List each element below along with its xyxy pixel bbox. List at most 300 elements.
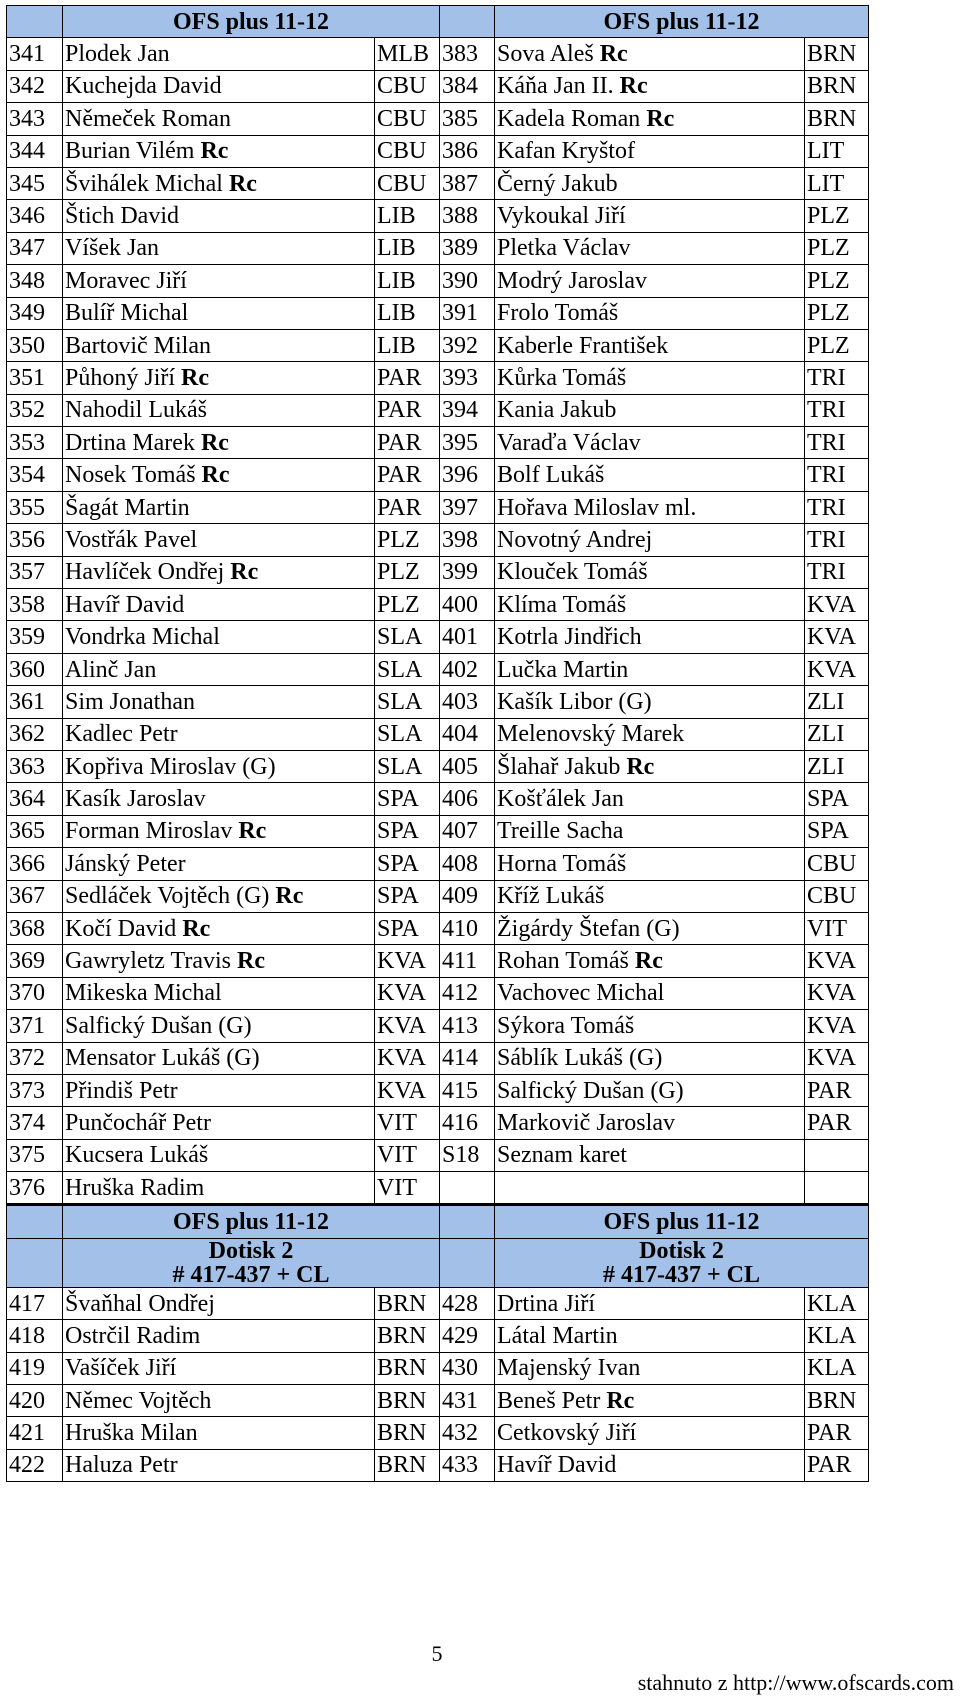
header-blank-cell xyxy=(440,6,495,38)
table-row xyxy=(7,1385,869,1417)
team-right: BRN xyxy=(805,70,869,102)
team-left: SPA xyxy=(375,783,440,815)
card-number-right: 408 xyxy=(440,848,495,880)
player-name-left: Bartovič Milan xyxy=(65,332,211,359)
table-row xyxy=(7,394,869,426)
player-name-left: Kuchejda David xyxy=(65,73,222,100)
player-right xyxy=(495,200,805,232)
player-name-left: Němeček Roman xyxy=(65,105,231,132)
player-name-left: Punčochář Petr xyxy=(65,1109,211,1136)
card-number-left: 357 xyxy=(7,556,63,588)
card-number-left: 372 xyxy=(7,1042,63,1074)
player-right xyxy=(495,297,805,329)
player-name-right: Kaberle František xyxy=(497,332,669,359)
team-left: KVA xyxy=(375,1042,440,1074)
player-right xyxy=(495,1074,805,1106)
card-number-right: 404 xyxy=(440,718,495,750)
card-number-left: 352 xyxy=(7,394,63,426)
table-row xyxy=(7,265,869,297)
player-name-right: Košťálek Jan xyxy=(497,786,624,813)
player-right xyxy=(495,1287,805,1319)
card-number-right xyxy=(440,1172,495,1205)
card-number-right: 412 xyxy=(440,977,495,1009)
player-name-left: Kočí David xyxy=(65,915,177,942)
rookie-badge-right: Rc xyxy=(646,105,675,132)
player-name-left: Plodek Jan xyxy=(65,41,170,68)
player-name-left: Kadlec Petr xyxy=(65,721,178,748)
card-number-right: 411 xyxy=(440,945,495,977)
player-name-right: Vykoukal Jiří xyxy=(497,203,626,230)
card-number-right: 403 xyxy=(440,686,495,718)
player-left xyxy=(63,1139,375,1171)
rookie-badge-right: Rc xyxy=(626,753,655,780)
team-left: SLA xyxy=(375,718,440,750)
table-row xyxy=(7,232,869,264)
checklist-section-1 xyxy=(7,6,869,1205)
rookie-badge-left: Rc xyxy=(228,170,257,197)
table-row xyxy=(7,556,869,588)
player-name-left: Mikeska Michal xyxy=(65,980,222,1007)
checklist-section-2 xyxy=(7,1205,869,1482)
card-number-left: 421 xyxy=(7,1417,63,1449)
player-left xyxy=(63,718,375,750)
team-left: BRN xyxy=(375,1385,440,1417)
table-row xyxy=(7,491,869,523)
player-left xyxy=(63,1172,375,1205)
left-subheader-title: Dotisk 2 xyxy=(208,1238,294,1264)
team-right: PLZ xyxy=(805,200,869,232)
table-row xyxy=(7,297,869,329)
team-left: PAR xyxy=(375,362,440,394)
team-right: TRI xyxy=(805,491,869,523)
player-name-right: Drtina Jiří xyxy=(497,1290,595,1317)
team-right: TRI xyxy=(805,362,869,394)
team-left: LIB xyxy=(375,297,440,329)
player-name-left: Kopřiva Miroslav (G) xyxy=(65,753,276,780)
team-left: PLZ xyxy=(375,524,440,556)
card-number-left: 346 xyxy=(7,200,63,232)
team-right: PAR xyxy=(805,1417,869,1449)
rookie-badge-left: Rc xyxy=(181,364,209,391)
team-right: KVA xyxy=(805,977,869,1009)
team-right: KLA xyxy=(805,1352,869,1384)
player-right xyxy=(495,977,805,1009)
card-number-left: 367 xyxy=(7,880,63,912)
player-name-right: Modrý Jaroslav xyxy=(497,267,647,294)
player-left xyxy=(63,1417,375,1449)
card-number-right: 413 xyxy=(440,1010,495,1042)
player-name-left: Švihálek Michal xyxy=(65,170,223,197)
player-left xyxy=(63,232,375,264)
card-number-left: 348 xyxy=(7,265,63,297)
card-number-left: 343 xyxy=(7,103,63,135)
table-row xyxy=(7,1449,869,1481)
player-left xyxy=(63,815,375,847)
player-left xyxy=(63,912,375,944)
table-row xyxy=(7,103,869,135)
player-right xyxy=(495,103,805,135)
team-left: KVA xyxy=(375,1010,440,1042)
player-name-right: Majenský Ivan xyxy=(497,1355,641,1382)
card-number-left: 351 xyxy=(7,362,63,394)
player-left xyxy=(63,38,375,70)
player-right xyxy=(495,1010,805,1042)
player-name-right: Salfický Dušan (G) xyxy=(497,1077,684,1104)
team-left: PLZ xyxy=(375,589,440,621)
player-right xyxy=(495,653,805,685)
team-right: CBU xyxy=(805,880,869,912)
team-right: SPA xyxy=(805,783,869,815)
player-right xyxy=(495,1139,805,1171)
team-left: LIB xyxy=(375,329,440,361)
card-number-left: 349 xyxy=(7,297,63,329)
table-row xyxy=(7,427,869,459)
player-name-right: Novotný Andrej xyxy=(497,526,653,553)
team-left: SLA xyxy=(375,750,440,782)
card-number-right: 409 xyxy=(440,880,495,912)
player-right xyxy=(495,1417,805,1449)
card-number-right: 388 xyxy=(440,200,495,232)
rookie-badge-left: Rc xyxy=(230,559,259,586)
player-left xyxy=(63,1287,375,1319)
player-right xyxy=(495,912,805,944)
team-left: SLA xyxy=(375,621,440,653)
card-number-right: 389 xyxy=(440,232,495,264)
team-right: TRI xyxy=(805,524,869,556)
player-left xyxy=(63,686,375,718)
rookie-badge-left: Rc xyxy=(238,818,267,845)
table-row xyxy=(7,1287,869,1319)
player-right xyxy=(495,459,805,491)
card-number-left: 364 xyxy=(7,783,63,815)
player-name-left: Bulíř Michal xyxy=(65,300,189,327)
team-right: KVA xyxy=(805,945,869,977)
player-name-right: Seznam karet xyxy=(497,1142,627,1169)
player-name-right: Kašík Libor (G) xyxy=(497,688,652,715)
table-row xyxy=(7,135,869,167)
card-number-left: 368 xyxy=(7,912,63,944)
player-left xyxy=(63,556,375,588)
player-left xyxy=(63,621,375,653)
player-left xyxy=(63,200,375,232)
player-name-right: Šlahař Jakub xyxy=(497,753,621,780)
team-left: CBU xyxy=(375,167,440,199)
card-number-right: 402 xyxy=(440,653,495,685)
player-name-left: Haluza Petr xyxy=(65,1452,178,1479)
player-name-left: Vostřák Pavel xyxy=(65,526,198,553)
player-left xyxy=(63,103,375,135)
player-name-right: Látal Martin xyxy=(497,1322,618,1349)
player-right xyxy=(495,718,805,750)
player-name-right: Černý Jakub xyxy=(497,170,618,197)
player-left xyxy=(63,1074,375,1106)
team-right: ZLI xyxy=(805,718,869,750)
header-blank-cell xyxy=(440,1238,495,1287)
player-name-left: Havíř David xyxy=(65,591,185,618)
card-number-right: 390 xyxy=(440,265,495,297)
team-right: SPA xyxy=(805,815,869,847)
table-row xyxy=(7,1172,869,1205)
player-left xyxy=(63,459,375,491)
card-number-right: 407 xyxy=(440,815,495,847)
table-row xyxy=(7,1042,869,1074)
left-subheader xyxy=(63,1238,440,1287)
rookie-badge-right: Rc xyxy=(606,1387,635,1414)
team-left: SLA xyxy=(375,653,440,685)
card-number-right: 430 xyxy=(440,1352,495,1384)
card-number-right: 397 xyxy=(440,491,495,523)
team-right xyxy=(805,1172,869,1205)
team-left: PAR xyxy=(375,491,440,523)
player-name-left: Sedláček Vojtěch (G) xyxy=(65,883,270,910)
player-name-left: Jánský Peter xyxy=(65,850,186,877)
team-right: BRN xyxy=(805,103,869,135)
rookie-badge-left: Rc xyxy=(200,429,229,456)
player-left xyxy=(63,491,375,523)
player-name-right: Kůrka Tomáš xyxy=(497,364,627,391)
player-right xyxy=(495,427,805,459)
card-number-left: 366 xyxy=(7,848,63,880)
player-right xyxy=(495,750,805,782)
team-left: LIB xyxy=(375,265,440,297)
player-right xyxy=(495,38,805,70)
card-number-left: 361 xyxy=(7,686,63,718)
team-right: ZLI xyxy=(805,686,869,718)
team-left: SPA xyxy=(375,848,440,880)
player-right xyxy=(495,265,805,297)
team-right: KVA xyxy=(805,1042,869,1074)
right-subheader-range: # 417-437 + CL xyxy=(603,1261,761,1288)
team-right: PAR xyxy=(805,1449,869,1481)
card-number-right: 410 xyxy=(440,912,495,944)
table-row xyxy=(7,1107,869,1139)
player-right xyxy=(495,1320,805,1352)
team-right: ZLI xyxy=(805,750,869,782)
team-right: PLZ xyxy=(805,265,869,297)
table-row xyxy=(7,589,869,621)
player-right xyxy=(495,329,805,361)
card-number-left: 360 xyxy=(7,653,63,685)
card-number-left: 344 xyxy=(7,135,63,167)
table-row xyxy=(7,200,869,232)
rookie-badge-right: Rc xyxy=(599,41,628,68)
card-number-left: 376 xyxy=(7,1172,63,1205)
player-name-right: Varaďa Václav xyxy=(497,429,641,456)
card-number-left: 370 xyxy=(7,977,63,1009)
table-row xyxy=(7,686,869,718)
player-right xyxy=(495,686,805,718)
team-right: KLA xyxy=(805,1320,869,1352)
card-number-right: 401 xyxy=(440,621,495,653)
team-left: SPA xyxy=(375,880,440,912)
card-number-right: 395 xyxy=(440,427,495,459)
left-subheader-range: # 417-437 + CL xyxy=(172,1261,330,1288)
player-right xyxy=(495,1107,805,1139)
team-right: TRI xyxy=(805,459,869,491)
team-left: BRN xyxy=(375,1320,440,1352)
rookie-badge-left: Rc xyxy=(182,915,211,942)
player-right xyxy=(495,491,805,523)
player-left xyxy=(63,427,375,459)
player-name-right: Sýkora Tomáš xyxy=(497,1012,635,1039)
player-left xyxy=(63,945,375,977)
team-left: SPA xyxy=(375,815,440,847)
player-left xyxy=(63,848,375,880)
rookie-badge-left: Rc xyxy=(275,883,304,910)
player-left xyxy=(63,1385,375,1417)
card-number-right: 386 xyxy=(440,135,495,167)
team-right: PLZ xyxy=(805,297,869,329)
table-row xyxy=(7,815,869,847)
player-right xyxy=(495,621,805,653)
team-right: TRI xyxy=(805,427,869,459)
player-name-left: Víšek Jan xyxy=(65,235,159,262)
table-row xyxy=(7,1074,869,1106)
table-row xyxy=(7,329,869,361)
player-name-right: Bolf Lukáš xyxy=(497,462,605,489)
card-number-right: 394 xyxy=(440,394,495,426)
player-right xyxy=(495,945,805,977)
team-right: KVA xyxy=(805,653,869,685)
team-left: BRN xyxy=(375,1287,440,1319)
team-left: SPA xyxy=(375,912,440,944)
team-right: PAR xyxy=(805,1107,869,1139)
player-name-left: Štich David xyxy=(65,203,179,230)
card-number-right: 383 xyxy=(440,38,495,70)
player-name-left: Kasík Jaroslav xyxy=(65,786,206,813)
team-left: BRN xyxy=(375,1449,440,1481)
player-right xyxy=(495,556,805,588)
player-left xyxy=(63,1107,375,1139)
player-left xyxy=(63,1352,375,1384)
team-left: BRN xyxy=(375,1352,440,1384)
card-number-left: 358 xyxy=(7,589,63,621)
card-number-right: 432 xyxy=(440,1417,495,1449)
player-right xyxy=(495,524,805,556)
card-number-left: 355 xyxy=(7,491,63,523)
card-number-left: 369 xyxy=(7,945,63,977)
table-row xyxy=(7,524,869,556)
player-right xyxy=(495,232,805,264)
player-name-left: Havlíček Ondřej xyxy=(65,559,225,586)
player-right xyxy=(495,589,805,621)
player-name-right: Lučka Martin xyxy=(497,656,629,683)
player-name-left: Němec Vojtěch xyxy=(65,1387,212,1414)
team-right: PLZ xyxy=(805,232,869,264)
table-row xyxy=(7,783,869,815)
team-right: CBU xyxy=(805,848,869,880)
player-left xyxy=(63,1320,375,1352)
team-left: PAR xyxy=(375,394,440,426)
player-name-right: Vachovec Michal xyxy=(497,980,665,1007)
section-subheader-row xyxy=(7,1238,869,1287)
header-blank-cell xyxy=(440,1205,495,1238)
right-header: OFS plus 11-12 xyxy=(495,1205,869,1238)
player-right xyxy=(495,1352,805,1384)
table-row xyxy=(7,459,869,491)
player-name-right: Havíř David xyxy=(497,1452,617,1479)
player-name-right: Kadela Roman xyxy=(497,105,641,132)
player-right xyxy=(495,394,805,426)
header-blank-cell xyxy=(7,1238,63,1287)
card-number-right: 433 xyxy=(440,1449,495,1481)
card-number-left: 362 xyxy=(7,718,63,750)
card-number-right: 392 xyxy=(440,329,495,361)
player-right xyxy=(495,1449,805,1481)
card-number-left: 359 xyxy=(7,621,63,653)
card-number-right: 428 xyxy=(440,1287,495,1319)
card-number-left: 363 xyxy=(7,750,63,782)
team-left: CBU xyxy=(375,70,440,102)
player-name-right: Beneš Petr xyxy=(497,1387,601,1414)
player-name-left: Moravec Jiří xyxy=(65,267,187,294)
player-right xyxy=(495,1385,805,1417)
player-name-left: Drtina Marek xyxy=(65,429,195,456)
player-name-right: Frolo Tomáš xyxy=(497,300,619,327)
player-right xyxy=(495,880,805,912)
player-right xyxy=(495,135,805,167)
player-name-right: Pletka Václav xyxy=(497,235,631,262)
card-number-right: 393 xyxy=(440,362,495,394)
player-name-left: Vondrka Michal xyxy=(65,624,220,651)
card-number-right: 416 xyxy=(440,1107,495,1139)
player-name-left: Burian Vilém xyxy=(65,138,195,165)
header-blank-cell xyxy=(7,6,63,38)
player-right xyxy=(495,783,805,815)
player-name-left: Alinč Jan xyxy=(65,656,157,683)
player-left xyxy=(63,297,375,329)
team-right: BRN xyxy=(805,38,869,70)
player-name-left: Salfický Dušan (G) xyxy=(65,1012,252,1039)
player-name-left: Švaňhal Ondřej xyxy=(65,1290,215,1317)
team-left: CBU xyxy=(375,103,440,135)
card-number-left: 353 xyxy=(7,427,63,459)
player-name-left: Nahodil Lukáš xyxy=(65,397,207,424)
card-number-right: 405 xyxy=(440,750,495,782)
player-left xyxy=(63,977,375,1009)
player-name-right: Markovič Jaroslav xyxy=(497,1109,675,1136)
player-left xyxy=(63,265,375,297)
player-right xyxy=(495,848,805,880)
card-number-right: 387 xyxy=(440,167,495,199)
player-left xyxy=(63,394,375,426)
card-number-left: 350 xyxy=(7,329,63,361)
card-number-left: 371 xyxy=(7,1010,63,1042)
team-left: VIT xyxy=(375,1139,440,1171)
player-left xyxy=(63,524,375,556)
team-right: TRI xyxy=(805,556,869,588)
team-left: VIT xyxy=(375,1172,440,1205)
table-row xyxy=(7,621,869,653)
right-header: OFS plus 11-12 xyxy=(495,6,869,38)
player-name-right: Treille Sacha xyxy=(497,818,624,845)
card-number-right: 398 xyxy=(440,524,495,556)
card-number-left: 356 xyxy=(7,524,63,556)
player-name-right: Hořava Miloslav ml. xyxy=(497,494,697,521)
team-left: LIB xyxy=(375,200,440,232)
team-right: VIT xyxy=(805,912,869,944)
team-right xyxy=(805,1139,869,1171)
table-row xyxy=(7,362,869,394)
player-name-right: Sáblík Lukáš (G) xyxy=(497,1045,663,1072)
table-row xyxy=(7,1352,869,1384)
checklist-table xyxy=(6,5,869,1482)
table-row xyxy=(7,848,869,880)
team-left: VIT xyxy=(375,1107,440,1139)
player-name-left: Sim Jonathan xyxy=(65,688,195,715)
card-number-right: 431 xyxy=(440,1385,495,1417)
player-name-right: Sova Aleš xyxy=(497,41,594,68)
